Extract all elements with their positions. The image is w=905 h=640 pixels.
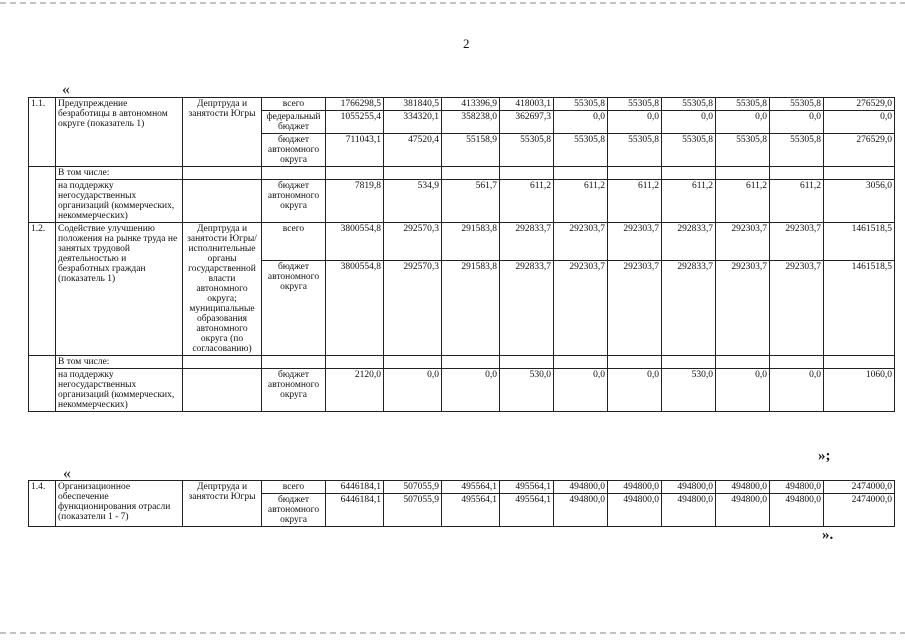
value-cell: 0,0 xyxy=(554,111,608,134)
value-cell: 276529,0 xyxy=(824,98,895,111)
value-cell: 530,0 xyxy=(500,369,554,412)
empty-cell xyxy=(824,356,895,369)
value-cell: 3800554,8 xyxy=(326,223,384,261)
value-cell: 2474000,0 xyxy=(824,481,895,494)
row-index-cell: 1.2. xyxy=(29,223,56,356)
value-cell: 55305,8 xyxy=(608,134,662,167)
empty-cell xyxy=(442,356,500,369)
value-cell: 0,0 xyxy=(716,369,770,412)
empty-cell xyxy=(29,167,56,223)
table-row xyxy=(29,356,895,369)
funding-source-cell: бюджет автономного округа xyxy=(262,180,326,223)
page-number: 2 xyxy=(463,36,470,51)
value-cell: 55305,8 xyxy=(770,98,824,111)
scan-edge-bottom xyxy=(0,632,905,634)
value-cell: 6446184,1 xyxy=(326,481,384,494)
including-label-cell: В том числе: xyxy=(56,167,183,180)
table-row xyxy=(29,98,895,111)
closing-mark-1: »; xyxy=(818,448,831,464)
value-cell: 7819,8 xyxy=(326,180,384,223)
value-cell: 0,0 xyxy=(662,111,716,134)
value-cell: 1055255,4 xyxy=(326,111,384,134)
empty-cell xyxy=(716,356,770,369)
empty-cell xyxy=(824,167,895,180)
value-cell: 534,9 xyxy=(384,180,442,223)
empty-cell xyxy=(554,356,608,369)
value-cell: 494800,0 xyxy=(716,494,770,527)
value-cell: 292303,7 xyxy=(554,223,608,261)
funding-source-cell: бюджет автономного округа xyxy=(262,494,326,527)
value-cell: 55305,8 xyxy=(716,98,770,111)
empty-cell xyxy=(326,356,384,369)
budget-table-2 xyxy=(28,480,895,527)
row-index-cell: 1.4. xyxy=(29,481,56,527)
value-cell: 292833,7 xyxy=(500,223,554,261)
value-cell: 611,2 xyxy=(716,180,770,223)
activity-name-cell: на поддержку негосударственных организаций (коммерческих, некоммерческих) xyxy=(56,180,183,223)
value-cell: 561,7 xyxy=(442,180,500,223)
value-cell: 0,0 xyxy=(608,369,662,412)
table-row xyxy=(29,481,895,494)
empty-cell xyxy=(770,167,824,180)
value-cell: 494800,0 xyxy=(662,494,716,527)
value-cell: 494800,0 xyxy=(770,494,824,527)
value-cell: 292833,7 xyxy=(500,260,554,355)
value-cell: 494800,0 xyxy=(554,481,608,494)
value-cell: 711043,1 xyxy=(326,134,384,167)
value-cell: 494800,0 xyxy=(770,481,824,494)
budget-table-1 xyxy=(28,97,895,412)
closing-mark-2: ». xyxy=(822,527,834,543)
value-cell: 507055,9 xyxy=(384,481,442,494)
value-cell: 292833,7 xyxy=(662,260,716,355)
value-cell: 362697,3 xyxy=(500,111,554,134)
value-cell: 418003,1 xyxy=(500,98,554,111)
value-cell: 494800,0 xyxy=(662,481,716,494)
value-cell: 1060,0 xyxy=(824,369,895,412)
value-cell: 0,0 xyxy=(770,369,824,412)
row-index-cell: 1.1. xyxy=(29,98,56,167)
value-cell: 530,0 xyxy=(662,369,716,412)
empty-cell xyxy=(384,167,442,180)
value-cell: 292303,7 xyxy=(716,260,770,355)
value-cell: 494800,0 xyxy=(554,494,608,527)
table-row xyxy=(29,167,895,180)
value-cell: 292570,3 xyxy=(384,260,442,355)
table-row xyxy=(29,369,895,412)
value-cell: 494800,0 xyxy=(716,481,770,494)
empty-cell xyxy=(500,356,554,369)
value-cell: 0,0 xyxy=(384,369,442,412)
empty-cell xyxy=(384,356,442,369)
funding-source-cell: бюджет автономного округа xyxy=(262,369,326,412)
empty-cell xyxy=(716,167,770,180)
value-cell: 291583,8 xyxy=(442,223,500,261)
empty-cell xyxy=(662,356,716,369)
value-cell: 495564,1 xyxy=(500,494,554,527)
value-cell: 611,2 xyxy=(554,180,608,223)
value-cell: 292570,3 xyxy=(384,223,442,261)
executor-cell: Депртруда и занятости Югры xyxy=(183,98,262,167)
value-cell: 292303,7 xyxy=(716,223,770,261)
value-cell: 611,2 xyxy=(500,180,554,223)
empty-cell xyxy=(262,167,326,180)
value-cell: 276529,0 xyxy=(824,134,895,167)
opening-quote-1: « xyxy=(62,81,70,98)
value-cell: 55305,8 xyxy=(608,98,662,111)
value-cell: 55305,8 xyxy=(662,134,716,167)
value-cell: 495564,1 xyxy=(500,481,554,494)
value-cell: 55305,8 xyxy=(716,134,770,167)
activity-name-cell: Содействие улучшению положения на рынке труда не занятых трудовой деятельностью и безработных граждан (показатель 1) xyxy=(56,223,183,356)
empty-cell xyxy=(262,356,326,369)
empty-cell xyxy=(500,167,554,180)
value-cell: 3056,0 xyxy=(824,180,895,223)
empty-cell xyxy=(554,167,608,180)
value-cell: 55305,8 xyxy=(662,98,716,111)
value-cell: 1461518,5 xyxy=(824,223,895,261)
value-cell: 1766298,5 xyxy=(326,98,384,111)
empty-cell xyxy=(770,356,824,369)
funding-source-cell: федеральный бюджет xyxy=(262,111,326,134)
value-cell: 292303,7 xyxy=(770,223,824,261)
empty-cell xyxy=(183,369,262,412)
executor-cell: Депртруда и занятости Югры xyxy=(183,481,262,527)
value-cell: 55158,9 xyxy=(442,134,500,167)
value-cell: 292833,7 xyxy=(662,223,716,261)
executor-cell: Депртруда и занятости Югры/ исполнительные органы государственной власти автономного округа; муниципальные образования автономного округа (по согласованию) xyxy=(183,223,262,356)
value-cell: 6446184,1 xyxy=(326,494,384,527)
empty-cell xyxy=(442,167,500,180)
value-cell: 0,0 xyxy=(554,369,608,412)
empty-cell xyxy=(608,167,662,180)
empty-cell xyxy=(662,167,716,180)
value-cell: 292303,7 xyxy=(770,260,824,355)
value-cell: 611,2 xyxy=(608,180,662,223)
value-cell: 55305,8 xyxy=(554,134,608,167)
value-cell: 292303,7 xyxy=(608,223,662,261)
value-cell: 495564,1 xyxy=(442,481,500,494)
funding-source-cell: бюджет автономного округа xyxy=(262,134,326,167)
value-cell: 494800,0 xyxy=(608,481,662,494)
opening-quote-2: « xyxy=(63,465,71,482)
value-cell: 55305,8 xyxy=(554,98,608,111)
empty-cell xyxy=(29,356,56,412)
value-cell: 381840,5 xyxy=(384,98,442,111)
activity-name-cell: Предупреждение безработицы в автономном округе (показатель 1) xyxy=(56,98,183,167)
empty-cell xyxy=(183,180,262,223)
activity-name-cell: Организационное обеспечение функционирования отрасли (показатели 1 - 7) xyxy=(56,481,183,527)
funding-source-cell: всего xyxy=(262,98,326,111)
table-row xyxy=(29,180,895,223)
value-cell: 0,0 xyxy=(824,111,895,134)
value-cell: 55305,8 xyxy=(500,134,554,167)
value-cell: 1461518,5 xyxy=(824,260,895,355)
value-cell: 358238,0 xyxy=(442,111,500,134)
scan-edge-top xyxy=(0,2,905,4)
empty-cell xyxy=(183,356,262,369)
value-cell: 291583,8 xyxy=(442,260,500,355)
value-cell: 0,0 xyxy=(608,111,662,134)
value-cell: 0,0 xyxy=(442,369,500,412)
table-row xyxy=(29,223,895,261)
funding-source-cell: бюджет автономного округа xyxy=(262,260,326,355)
funding-source-cell: всего xyxy=(262,481,326,494)
activity-name-cell: на поддержку негосударственных организаций (коммерческих, некоммерческих) xyxy=(56,369,183,412)
funding-source-cell: всего xyxy=(262,223,326,261)
value-cell: 47520,4 xyxy=(384,134,442,167)
value-cell: 3800554,8 xyxy=(326,260,384,355)
value-cell: 611,2 xyxy=(662,180,716,223)
value-cell: 2474000,0 xyxy=(824,494,895,527)
empty-cell xyxy=(183,167,262,180)
value-cell: 495564,1 xyxy=(442,494,500,527)
value-cell: 507055,9 xyxy=(384,494,442,527)
value-cell: 55305,8 xyxy=(770,134,824,167)
value-cell: 611,2 xyxy=(770,180,824,223)
value-cell: 0,0 xyxy=(770,111,824,134)
empty-cell xyxy=(326,167,384,180)
value-cell: 292303,7 xyxy=(608,260,662,355)
value-cell: 2120,0 xyxy=(326,369,384,412)
empty-cell xyxy=(608,356,662,369)
value-cell: 494800,0 xyxy=(608,494,662,527)
value-cell: 413396,9 xyxy=(442,98,500,111)
value-cell: 334320,1 xyxy=(384,111,442,134)
value-cell: 292303,7 xyxy=(554,260,608,355)
including-label-cell: В том числе: xyxy=(56,356,183,369)
value-cell: 0,0 xyxy=(716,111,770,134)
